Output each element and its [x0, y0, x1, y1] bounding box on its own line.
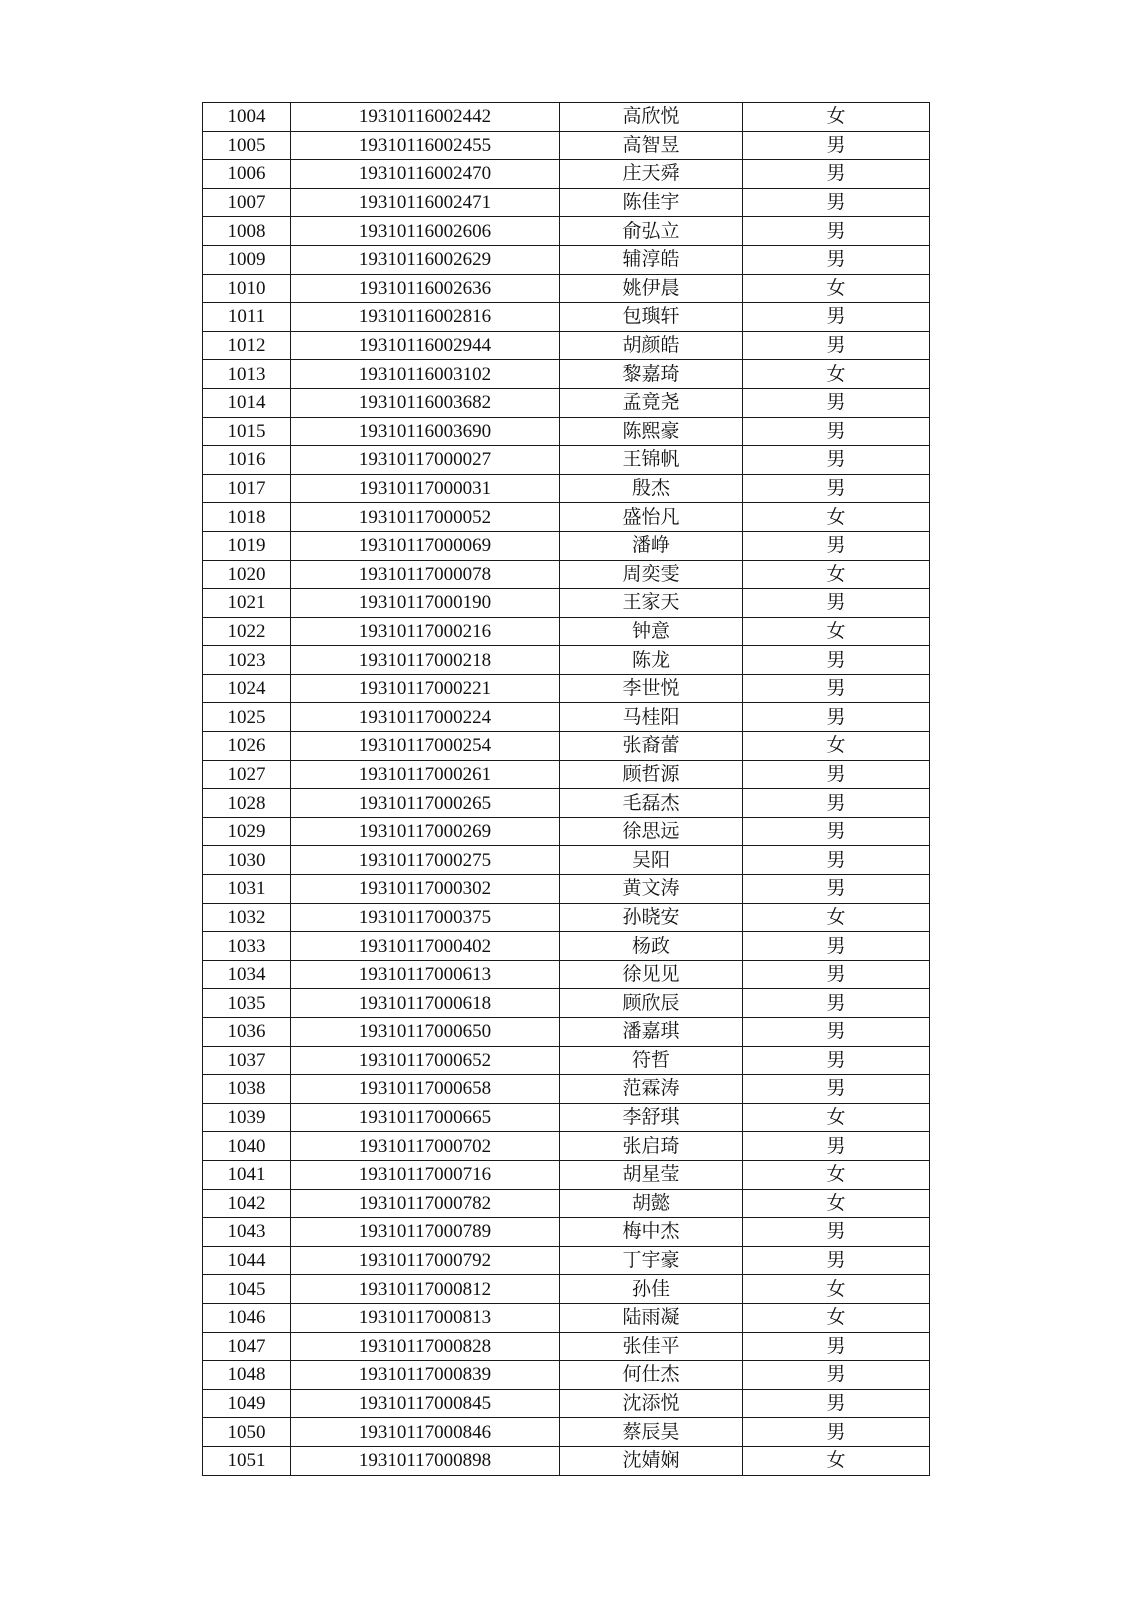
- gender-cell: 男: [743, 1218, 930, 1247]
- row-number-cell: 1005: [203, 131, 291, 160]
- table-row: [203, 160, 930, 189]
- row-number-cell: 1009: [203, 245, 291, 274]
- gender-cell: 女: [743, 360, 930, 389]
- student-id-cell: 19310116002455: [291, 131, 560, 160]
- table-row: [203, 817, 930, 846]
- row-number-cell: 1015: [203, 417, 291, 446]
- gender-cell: 男: [743, 217, 930, 246]
- student-id-cell: 19310117000275: [291, 846, 560, 875]
- student-name-cell: 盛怡凡: [560, 503, 743, 532]
- student-id-cell: 19310116002442: [291, 103, 560, 132]
- row-number-cell: 1042: [203, 1189, 291, 1218]
- table-row: [203, 875, 930, 904]
- student-name-cell: 沈添悦: [560, 1389, 743, 1418]
- student-name-cell: 胡星莹: [560, 1160, 743, 1189]
- row-number-cell: 1014: [203, 388, 291, 417]
- student-id-cell: 19310117000812: [291, 1275, 560, 1304]
- table-row: [203, 360, 930, 389]
- student-id-cell: 19310116002606: [291, 217, 560, 246]
- gender-cell: 女: [743, 503, 930, 532]
- student-name-cell: 潘嘉琪: [560, 1018, 743, 1047]
- row-number-cell: 1023: [203, 646, 291, 675]
- student-name-cell: 李世悦: [560, 674, 743, 703]
- table-row: [203, 474, 930, 503]
- student-id-cell: 19310117000613: [291, 960, 560, 989]
- row-number-cell: 1043: [203, 1218, 291, 1247]
- student-name-cell: 陈熙豪: [560, 417, 743, 446]
- gender-cell: 男: [743, 303, 930, 332]
- gender-cell: 男: [743, 932, 930, 961]
- student-name-cell: 顾哲源: [560, 760, 743, 789]
- student-name-cell: 蔡辰昊: [560, 1418, 743, 1447]
- row-number-cell: 1013: [203, 360, 291, 389]
- student-name-cell: 周奕雯: [560, 560, 743, 589]
- gender-cell: 男: [743, 131, 930, 160]
- student-name-cell: 高欣悦: [560, 103, 743, 132]
- row-number-cell: 1041: [203, 1160, 291, 1189]
- gender-cell: 女: [743, 732, 930, 761]
- table-row: [203, 1018, 930, 1047]
- student-name-cell: 杨政: [560, 932, 743, 961]
- gender-cell: 女: [743, 903, 930, 932]
- row-number-cell: 1019: [203, 531, 291, 560]
- gender-cell: 男: [743, 417, 930, 446]
- student-id-cell: 19310117000069: [291, 531, 560, 560]
- gender-cell: 女: [743, 1160, 930, 1189]
- gender-cell: 女: [743, 617, 930, 646]
- student-name-cell: 马桂阳: [560, 703, 743, 732]
- student-id-cell: 19310117000898: [291, 1446, 560, 1475]
- gender-cell: 男: [743, 703, 930, 732]
- student-id-cell: 19310116002471: [291, 188, 560, 217]
- gender-cell: 男: [743, 989, 930, 1018]
- row-number-cell: 1007: [203, 188, 291, 217]
- student-name-cell: 顾欣辰: [560, 989, 743, 1018]
- table-row: [203, 560, 930, 589]
- roster-table-body: [203, 103, 930, 1476]
- table-row: [203, 1046, 930, 1075]
- gender-cell: 男: [743, 474, 930, 503]
- student-name-cell: 李舒琪: [560, 1103, 743, 1132]
- student-id-cell: 19310116003682: [291, 388, 560, 417]
- student-id-cell: 19310116002470: [291, 160, 560, 189]
- table-row: [203, 960, 930, 989]
- table-row: [203, 703, 930, 732]
- table-row: [203, 760, 930, 789]
- student-name-cell: 徐思远: [560, 817, 743, 846]
- gender-cell: 男: [743, 1246, 930, 1275]
- student-id-cell: 19310117000027: [291, 446, 560, 475]
- row-number-cell: 1034: [203, 960, 291, 989]
- row-number-cell: 1046: [203, 1303, 291, 1332]
- gender-cell: 男: [743, 817, 930, 846]
- student-name-cell: 张佳平: [560, 1332, 743, 1361]
- student-id-cell: 19310117000269: [291, 817, 560, 846]
- student-id-cell: 19310117000375: [291, 903, 560, 932]
- gender-cell: 男: [743, 1132, 930, 1161]
- student-id-cell: 19310117000221: [291, 674, 560, 703]
- student-id-cell: 19310116002944: [291, 331, 560, 360]
- row-number-cell: 1038: [203, 1075, 291, 1104]
- table-row: [203, 1132, 930, 1161]
- gender-cell: 男: [743, 331, 930, 360]
- gender-cell: 女: [743, 1275, 930, 1304]
- gender-cell: 女: [743, 1189, 930, 1218]
- row-number-cell: 1020: [203, 560, 291, 589]
- row-number-cell: 1051: [203, 1446, 291, 1475]
- gender-cell: 女: [743, 274, 930, 303]
- student-id-cell: 19310117000302: [291, 875, 560, 904]
- row-number-cell: 1008: [203, 217, 291, 246]
- row-number-cell: 1025: [203, 703, 291, 732]
- student-name-cell: 辅淳皓: [560, 245, 743, 274]
- table-row: [203, 903, 930, 932]
- gender-cell: 女: [743, 560, 930, 589]
- gender-cell: 男: [743, 1018, 930, 1047]
- table-row: [203, 732, 930, 761]
- gender-cell: 男: [743, 674, 930, 703]
- gender-cell: 男: [743, 875, 930, 904]
- table-row: [203, 1246, 930, 1275]
- student-name-cell: 胡颜皓: [560, 331, 743, 360]
- table-row: [203, 1075, 930, 1104]
- table-row: [203, 446, 930, 475]
- student-name-cell: 梅中杰: [560, 1218, 743, 1247]
- row-number-cell: 1049: [203, 1389, 291, 1418]
- table-row: [203, 646, 930, 675]
- gender-cell: 男: [743, 789, 930, 818]
- student-id-cell: 19310116002636: [291, 274, 560, 303]
- table-row: [203, 217, 930, 246]
- student-id-cell: 19310117000789: [291, 1218, 560, 1247]
- row-number-cell: 1033: [203, 932, 291, 961]
- student-name-cell: 钟意: [560, 617, 743, 646]
- row-number-cell: 1016: [203, 446, 291, 475]
- gender-cell: 男: [743, 1418, 930, 1447]
- student-id-cell: 19310117000702: [291, 1132, 560, 1161]
- student-name-cell: 姚伊晨: [560, 274, 743, 303]
- row-number-cell: 1026: [203, 732, 291, 761]
- student-id-cell: 19310117000618: [291, 989, 560, 1018]
- student-id-cell: 19310116002629: [291, 245, 560, 274]
- student-name-cell: 俞弘立: [560, 217, 743, 246]
- table-row: [203, 674, 930, 703]
- student-id-cell: 19310117000813: [291, 1303, 560, 1332]
- student-name-cell: 高智昱: [560, 131, 743, 160]
- table-row: [203, 1332, 930, 1361]
- student-id-cell: 19310117000265: [291, 789, 560, 818]
- gender-cell: 男: [743, 188, 930, 217]
- table-row: [203, 617, 930, 646]
- table-row: [203, 103, 930, 132]
- student-name-cell: 徐见见: [560, 960, 743, 989]
- student-name-cell: 符哲: [560, 1046, 743, 1075]
- row-number-cell: 1004: [203, 103, 291, 132]
- gender-cell: 男: [743, 446, 930, 475]
- student-name-cell: 沈婧娴: [560, 1446, 743, 1475]
- table-row: [203, 932, 930, 961]
- row-number-cell: 1040: [203, 1132, 291, 1161]
- student-id-cell: 19310116002816: [291, 303, 560, 332]
- table-row: [203, 1189, 930, 1218]
- student-name-cell: 潘峥: [560, 531, 743, 560]
- gender-cell: 男: [743, 846, 930, 875]
- student-id-cell: 19310117000218: [291, 646, 560, 675]
- gender-cell: 男: [743, 1332, 930, 1361]
- student-id-cell: 19310117000261: [291, 760, 560, 789]
- table-row: [203, 531, 930, 560]
- student-id-cell: 19310117000052: [291, 503, 560, 532]
- table-row: [203, 417, 930, 446]
- row-number-cell: 1037: [203, 1046, 291, 1075]
- row-number-cell: 1036: [203, 1018, 291, 1047]
- row-number-cell: 1018: [203, 503, 291, 532]
- table-row: [203, 789, 930, 818]
- student-id-cell: 19310117000031: [291, 474, 560, 503]
- row-number-cell: 1022: [203, 617, 291, 646]
- table-row: [203, 1303, 930, 1332]
- row-number-cell: 1039: [203, 1103, 291, 1132]
- student-name-cell: 黎嘉琦: [560, 360, 743, 389]
- student-id-cell: 19310117000839: [291, 1361, 560, 1390]
- student-name-cell: 胡懿: [560, 1189, 743, 1218]
- student-name-cell: 范霖涛: [560, 1075, 743, 1104]
- row-number-cell: 1035: [203, 989, 291, 1018]
- roster-table: [202, 102, 930, 1476]
- student-id-cell: 19310117000792: [291, 1246, 560, 1275]
- table-row: [203, 303, 930, 332]
- table-row: [203, 1218, 930, 1247]
- student-id-cell: 19310117000828: [291, 1332, 560, 1361]
- table-row: [203, 1103, 930, 1132]
- row-number-cell: 1028: [203, 789, 291, 818]
- row-number-cell: 1047: [203, 1332, 291, 1361]
- row-number-cell: 1006: [203, 160, 291, 189]
- table-row: [203, 1446, 930, 1475]
- student-id-cell: 19310117000658: [291, 1075, 560, 1104]
- student-id-cell: 19310117000716: [291, 1160, 560, 1189]
- row-number-cell: 1031: [203, 875, 291, 904]
- table-row: [203, 274, 930, 303]
- student-id-cell: 19310116003690: [291, 417, 560, 446]
- row-number-cell: 1012: [203, 331, 291, 360]
- gender-cell: 男: [743, 160, 930, 189]
- row-number-cell: 1011: [203, 303, 291, 332]
- student-id-cell: 19310117000782: [291, 1189, 560, 1218]
- student-id-cell: 19310117000665: [291, 1103, 560, 1132]
- student-name-cell: 殷杰: [560, 474, 743, 503]
- table-row: [203, 131, 930, 160]
- student-id-cell: 19310117000254: [291, 732, 560, 761]
- table-row: [203, 1275, 930, 1304]
- row-number-cell: 1021: [203, 589, 291, 618]
- student-name-cell: 王家天: [560, 589, 743, 618]
- student-name-cell: 张裔蕾: [560, 732, 743, 761]
- row-number-cell: 1030: [203, 846, 291, 875]
- row-number-cell: 1010: [203, 274, 291, 303]
- student-name-cell: 孟竟尧: [560, 388, 743, 417]
- student-id-cell: 19310117000652: [291, 1046, 560, 1075]
- gender-cell: 女: [743, 1446, 930, 1475]
- table-row: [203, 1389, 930, 1418]
- student-name-cell: 陈龙: [560, 646, 743, 675]
- student-id-cell: 19310116003102: [291, 360, 560, 389]
- student-id-cell: 19310117000845: [291, 1389, 560, 1418]
- student-id-cell: 19310117000190: [291, 589, 560, 618]
- table-row: [203, 1361, 930, 1390]
- student-id-cell: 19310117000846: [291, 1418, 560, 1447]
- student-name-cell: 陆雨凝: [560, 1303, 743, 1332]
- gender-cell: 女: [743, 103, 930, 132]
- row-number-cell: 1048: [203, 1361, 291, 1390]
- student-name-cell: 丁宇豪: [560, 1246, 743, 1275]
- gender-cell: 女: [743, 1303, 930, 1332]
- student-id-cell: 19310117000216: [291, 617, 560, 646]
- table-row: [203, 1418, 930, 1447]
- row-number-cell: 1027: [203, 760, 291, 789]
- row-number-cell: 1032: [203, 903, 291, 932]
- row-number-cell: 1045: [203, 1275, 291, 1304]
- table-row: [203, 503, 930, 532]
- student-name-cell: 张启琦: [560, 1132, 743, 1161]
- gender-cell: 男: [743, 1075, 930, 1104]
- gender-cell: 男: [743, 589, 930, 618]
- gender-cell: 男: [743, 1389, 930, 1418]
- student-id-cell: 19310117000224: [291, 703, 560, 732]
- table-row: [203, 331, 930, 360]
- student-id-cell: 19310117000078: [291, 560, 560, 589]
- table-row: [203, 245, 930, 274]
- gender-cell: 男: [743, 760, 930, 789]
- table-row: [203, 188, 930, 217]
- gender-cell: 男: [743, 1046, 930, 1075]
- table-row: [203, 846, 930, 875]
- gender-cell: 男: [743, 531, 930, 560]
- gender-cell: 男: [743, 388, 930, 417]
- student-name-cell: 毛磊杰: [560, 789, 743, 818]
- table-row: [203, 589, 930, 618]
- row-number-cell: 1029: [203, 817, 291, 846]
- student-name-cell: 陈佳宇: [560, 188, 743, 217]
- row-number-cell: 1044: [203, 1246, 291, 1275]
- student-name-cell: 何仕杰: [560, 1361, 743, 1390]
- student-name-cell: 孙晓安: [560, 903, 743, 932]
- student-name-cell: 王锦帆: [560, 446, 743, 475]
- gender-cell: 男: [743, 960, 930, 989]
- student-name-cell: 吴阳: [560, 846, 743, 875]
- row-number-cell: 1050: [203, 1418, 291, 1447]
- row-number-cell: 1017: [203, 474, 291, 503]
- student-name-cell: 孙佳: [560, 1275, 743, 1304]
- student-name-cell: 包璵轩: [560, 303, 743, 332]
- gender-cell: 男: [743, 1361, 930, 1390]
- student-id-cell: 19310117000402: [291, 932, 560, 961]
- table-row: [203, 989, 930, 1018]
- student-id-cell: 19310117000650: [291, 1018, 560, 1047]
- gender-cell: 男: [743, 646, 930, 675]
- table-row: [203, 388, 930, 417]
- row-number-cell: 1024: [203, 674, 291, 703]
- gender-cell: 男: [743, 245, 930, 274]
- student-name-cell: 庄天舜: [560, 160, 743, 189]
- table-row: [203, 1160, 930, 1189]
- student-name-cell: 黄文涛: [560, 875, 743, 904]
- gender-cell: 女: [743, 1103, 930, 1132]
